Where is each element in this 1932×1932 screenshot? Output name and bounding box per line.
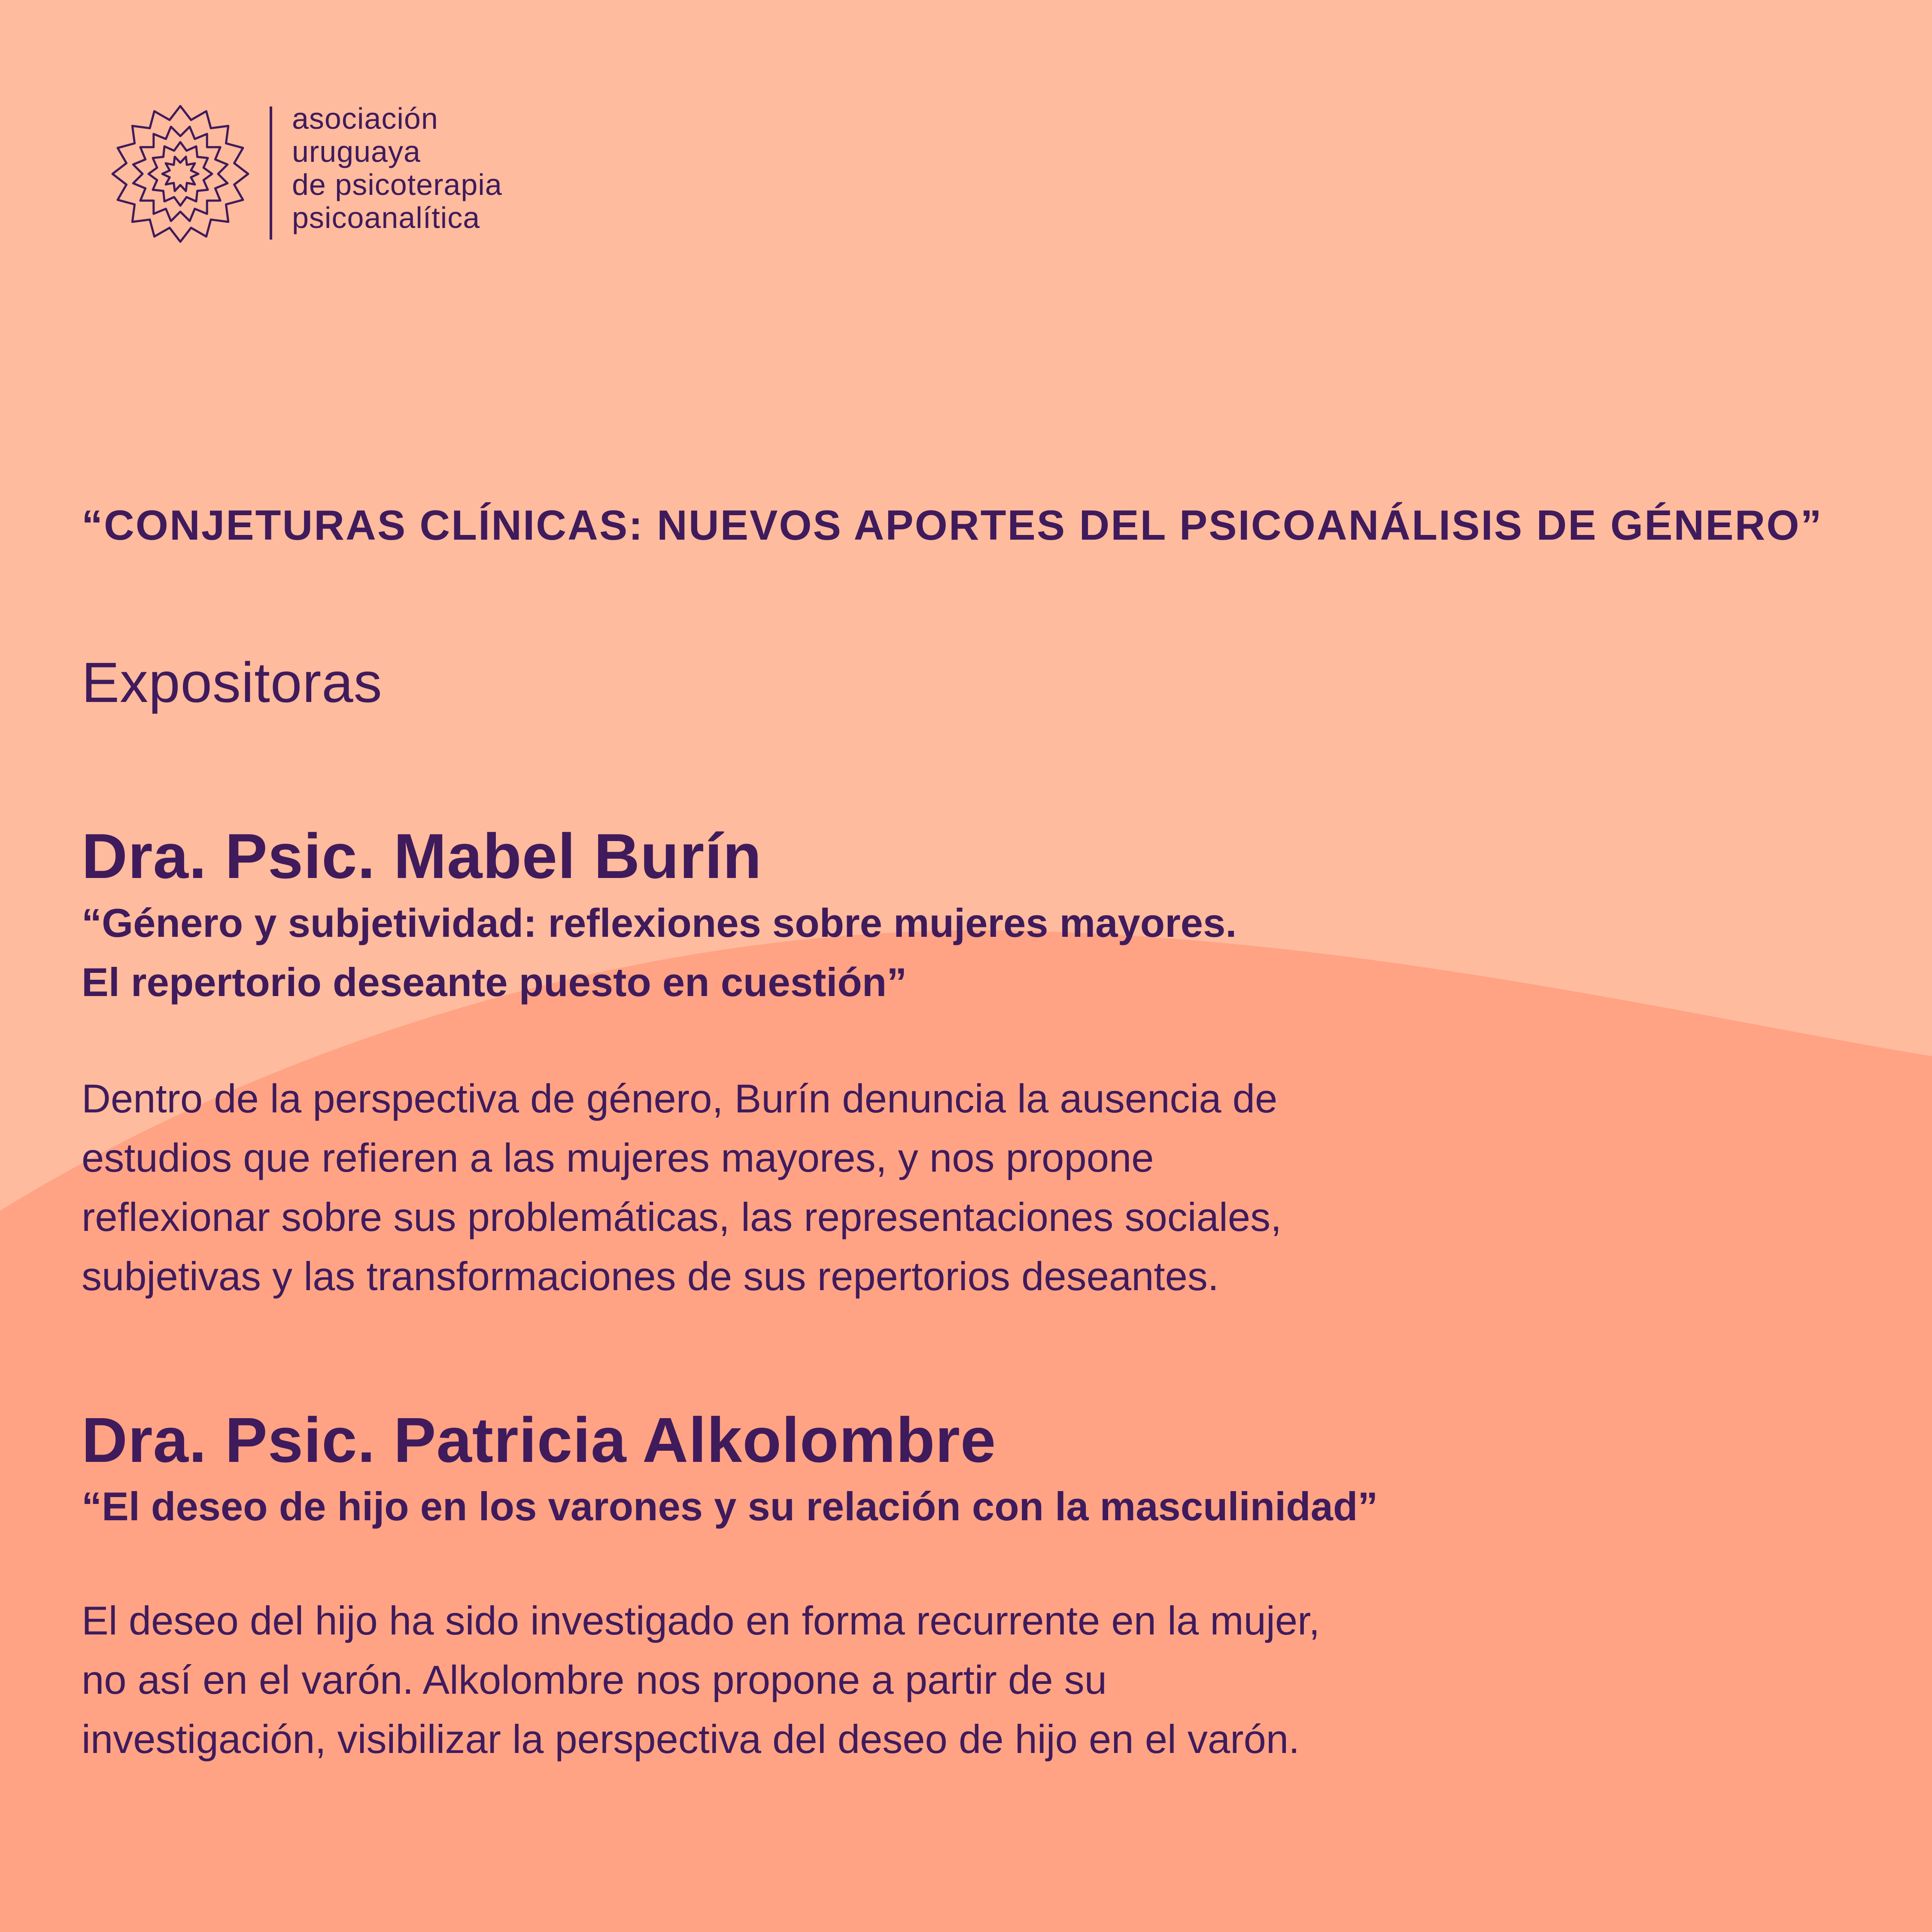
mandala-ring-inner [149, 142, 212, 206]
talk-title-line: “El deseo de hijo en los varones y su relación con la masculinidad” [82, 1484, 1378, 1529]
speaker-name: Dra. Psic. Mabel Burín [82, 821, 762, 892]
organization-name-line: uruguaya [292, 135, 421, 168]
mandala-ring-middle [133, 127, 228, 221]
organization-name-line: asociación [292, 102, 438, 135]
description-line: reflexionar sobre sus problemáticas, las representaciones sociales, [82, 1194, 1282, 1239]
speaker-name: Dra. Psic. Patricia Alkolombre [82, 1405, 996, 1476]
organization-name [292, 102, 502, 234]
section-label: Expositoras [82, 651, 383, 714]
logo-divider [270, 106, 272, 240]
talk-title-line: El repertorio deseante puesto en cuestión” [82, 960, 907, 1005]
description-line: El deseo del hijo ha sido investigado en forma recurrente en la mujer, [82, 1598, 1320, 1643]
description-line: subjetivas y las transformaciones de sus repertorios deseantes. [82, 1254, 1219, 1299]
talk-description [82, 1069, 1820, 1306]
description-line: investigación, visibilizar la perspectiva del deseo de hijo en el varón. [82, 1716, 1300, 1762]
talk-title-line: “Género y subjetividad: reflexiones sobre mujeres mayores. [82, 900, 1237, 945]
mandala-ring-core [162, 157, 198, 191]
description-line: Dentro de la perspectiva de género, Burín denuncia la ausencia de [82, 1076, 1278, 1121]
talk-description [82, 1591, 1820, 1769]
talk-title [82, 1477, 1885, 1536]
organization-name-line: psicoanalítica [292, 201, 480, 234]
organization-name-line: de psicoterapia [292, 168, 502, 201]
description-line: no así en el varón. Alkolombre nos propone a partir de su [82, 1657, 1107, 1702]
mandala-ring-outer [112, 106, 248, 242]
event-title: “CONJETURAS CLÍNICAS: NUEVOS APORTES DEL PSICOANÁLISIS DE GÉNERO” [82, 501, 1823, 549]
talk-title [82, 893, 1820, 1012]
mandala-icon [109, 103, 251, 245]
description-line: estudios que refieren a las mujeres mayores, y nos propone [82, 1135, 1154, 1180]
